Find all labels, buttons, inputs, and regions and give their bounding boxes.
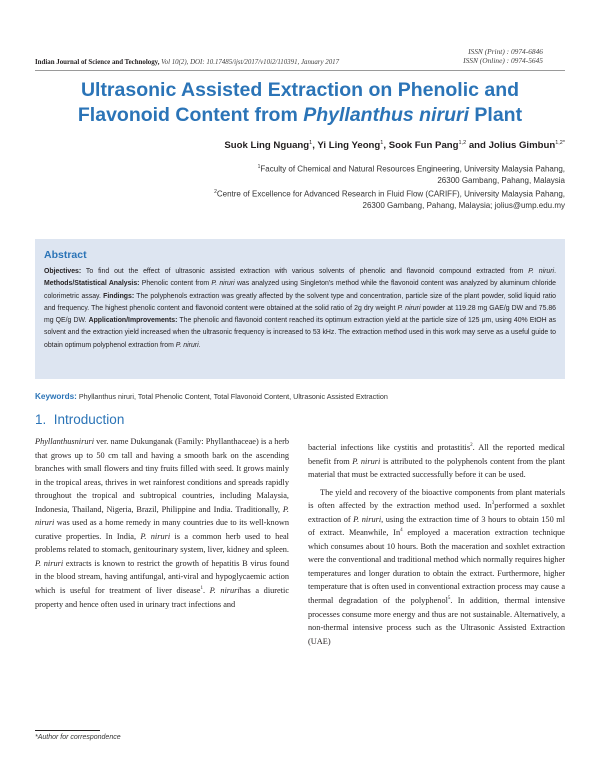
body-text-run: was used as a home remedy in many countries due to its well-known curative properties. In India, <box>35 518 289 541</box>
title-species: Phyllanthus niruri <box>303 103 469 126</box>
author-list: Suok Ling Nguang$^1$, Yi Ling Yeong$^1$, Sook Fun Pang$^{1,2}$ and Jolius Gimbun$^{1,2*}$ <box>224 140 565 152</box>
citation-ref[interactable]: 2 <box>470 443 473 449</box>
title-line-2 <box>60 103 540 128</box>
body-text-run: . <box>202 586 210 596</box>
affiliation-text: Faculty of Chemical and Natural Resources Engineering, University Malaysia Pahang, <box>260 164 565 174</box>
paper-title <box>60 78 540 127</box>
body-text-run: The yield and recovery of the bioactive components from plant materials is often affected by the extraction method used. In <box>308 487 565 511</box>
abstract-text-run: To find out the effect of ultrasonic assisted extraction with various solvents of phenolic and flavonoid compound extracted from <box>81 268 529 275</box>
citation-ref[interactable]: 5 <box>447 596 451 602</box>
paragraph <box>308 441 565 482</box>
footnote-rule <box>35 730 100 731</box>
species-name: P. niruri <box>35 504 289 528</box>
abstract-text-run: . <box>554 268 556 275</box>
body-column-right <box>308 441 565 648</box>
abstract-text-run: powder at 119.28 mg GAE/g DW and 75.86 mg QE/g DW. <box>44 304 556 325</box>
affiliation-marker: 1 <box>257 164 261 170</box>
title-line-2-pre: Flavonoid Content from <box>77 103 304 126</box>
title-line-2-post: Plant <box>469 103 523 126</box>
section-title: Introduction <box>53 412 125 427</box>
application-label: Application/Improvements: <box>88 317 178 325</box>
affiliation-address: 26300 Gambang, Pahang, Malaysia <box>437 175 565 185</box>
body-text-run: performed a soxhlet extraction of <box>308 501 565 524</box>
abstract-text-run: The polyphenols extraction was greatly affected by the solvent type and concentration, particle size of the plant powder, solid liquid ratio and frequency. The highest phenolic content and flavonoid content were obtained at the solid ratio of 2g dry weight <box>44 292 556 312</box>
affiliation-address: 26300 Gambang, Pahang, Malaysia; jolius@ump.edu.my <box>362 200 565 210</box>
abstract-body <box>44 266 556 352</box>
citation-ref[interactable]: 1 <box>200 586 203 592</box>
affiliation-2 <box>165 187 565 211</box>
findings-label: Findings: <box>103 292 135 300</box>
keywords-line <box>35 392 565 401</box>
abstract-text-run: was analyzed using Singleton's method while the flavonoid content was analyzed by aluminum chloride colorimetric assay. <box>44 280 556 300</box>
author-affil: 1,2 <box>458 140 467 146</box>
species-name: P. niruri <box>175 341 199 349</box>
title-line-1: Ultrasonic Assisted Extraction on Phenolic and <box>80 79 520 101</box>
body-text-run: ver. name Dukunganak (Family: Phyllanthaceae) is a herb that grows up to 50 cm tall and having a smooth bark on the ascending branches with small flowers and tiny fruits filled with seed. It grows mainly in the tropical areas, thrives in wet rainforest conditions and spreads rapidly throughout the tropical and subtropical countries, including Malaysia, Indonesia, Thailand, Nigeria, Brazil, Philippine and India. Traditionally, <box>35 437 289 514</box>
species-name: Phyllanthusniruri <box>35 437 95 446</box>
body-text-run: has a diuretic property and hence often used in urinary tract infections and <box>35 586 290 609</box>
keywords-text: Phyllanthus niruri, Total Phenolic Content, Total Flavonoid Content, Ultrasonic Assisted Extraction <box>76 392 388 401</box>
author-affil: 1 <box>309 140 313 146</box>
body-text-run: employed a maceration extraction technique which consumes about 10 hours. Both the maceration and soxhlet extraction were the conventional and traditional method which normally requires higher temperatures and longer duration to obtain the extract. Furthermore, higher temperature that is often used in conventional extraction process may cause a thermal degradation of the polyphenol <box>308 528 565 606</box>
author-affil: 1,2* <box>555 140 565 146</box>
species-name: P. niruri <box>211 280 235 288</box>
keywords-label: Keywords: <box>35 392 77 401</box>
journal-details: Vol 10(2), DOI: 10.17485/ijst/2017/v10i2/110391, January 2017 <box>159 59 340 66</box>
affiliation-marker: 2 <box>214 189 217 195</box>
author-affil: 1 <box>380 140 384 146</box>
abstract-text-run: . <box>198 341 201 349</box>
species-name: P. niruri <box>353 514 382 524</box>
abstract-text-run: The phenolic and flavonoid content reached its optimum extraction yield at the particle size of 125 μm, using 40% EtOH as solvent and the extraction yield increased when the ultrasonic frequency is increased to 53 kHz. The extraction method used in this work may serve as a useful guide to obtain optimum polyphenol extraction from <box>44 317 556 349</box>
paragraph <box>308 486 565 649</box>
author-name: Jolius Gimbun <box>488 140 556 152</box>
body-text-run: . All the reported medical benefit from <box>308 443 565 466</box>
author-name: Yi Ling Yeong <box>317 140 381 152</box>
abstract-text-run: Phenolic content from <box>139 280 212 288</box>
methods-label: Methods/Statistical Analysis: <box>44 280 140 288</box>
species-name: P. niruri <box>209 586 240 596</box>
citation-ref[interactable]: 3 <box>491 501 495 507</box>
paragraph <box>35 435 289 611</box>
objectives-label: Objectives: <box>44 268 82 275</box>
section-heading <box>35 412 124 427</box>
author-name: Suok Ling Nguang <box>224 140 310 152</box>
header-rule <box>35 70 565 71</box>
section-number: 1. <box>35 412 47 427</box>
body-text-run: is attributed to the polyphenols content from the plant material that must be extracted successfully before it can be used. <box>308 456 566 480</box>
issn-online: ISSN (Online) : 0974-5645 <box>463 56 543 65</box>
affiliation-text: Centre of Excellence for Advanced Research in Fluid Flow (CARIFF), University Malaysia Pahang, <box>216 189 565 199</box>
body-text-run: , using the extraction time of 3 hours to obtain 150 ml of extract. Meanwhile, In <box>308 514 566 538</box>
species-name: P. niruri <box>352 456 381 466</box>
author-name: Sook Fun Pang <box>388 140 459 152</box>
species-name: P. niruri <box>397 304 421 312</box>
journal-name: Indian Journal of Science and Technology, <box>35 59 160 66</box>
body-column-left <box>35 435 289 611</box>
issn-block <box>463 47 543 65</box>
footnote: *Author for correspondence <box>35 734 121 741</box>
species-name: P. niruri <box>140 531 171 541</box>
body-text-run: bacterial infections like cystitis and protastitis <box>308 443 471 452</box>
species-name: P. niruri <box>528 268 555 275</box>
species-name: P. niruri <box>35 558 64 568</box>
body-text-run: is a common herb used to heal problems related to stomach, genitourinary system, liver, kidney and spleen. <box>35 531 289 555</box>
issn-print: ISSN (Print) : 0974-6846 <box>468 47 543 56</box>
citation-ref[interactable]: 4 <box>400 528 403 534</box>
affiliation-1 <box>165 162 565 186</box>
journal-citation <box>35 59 339 66</box>
body-text-run: extracts is known to restrict the growth of hepatitis B virus found in the blood stream, having antifungal, anti-viral and hypoglycaemic action which is useful for treatment of liver disease <box>35 558 289 596</box>
body-text-run: . In addition, thermal intensive processes consume more energy and thus are not sustainable. Alternatively, a non-thermal intensive process such as the Ultrasonic Assisted Extraction (UAE) <box>308 596 565 646</box>
abstract-heading: Abstract <box>44 249 87 261</box>
